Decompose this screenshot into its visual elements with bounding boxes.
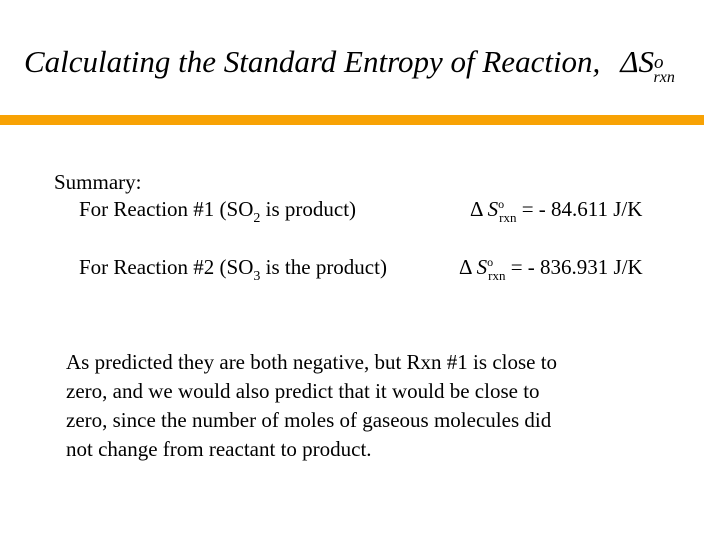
paragraph-line: zero, and we would also predict that it would be close to xyxy=(66,379,540,403)
reaction-2-number: = - 836.931 J/K xyxy=(505,255,643,279)
delta-s-symbol: ΔS xyxy=(620,44,655,79)
paragraph-line: not change from reactant to product. xyxy=(66,437,372,461)
paragraph-line: As predicted they are both negative, but Rxn #1 is close to xyxy=(66,350,558,374)
reaction-2-suffix: is the product) xyxy=(260,255,387,279)
reaction-1-delta: Δ xyxy=(470,197,488,221)
reaction-1-s: S xyxy=(487,197,499,221)
reaction-1-rxn: rxn xyxy=(499,210,517,225)
slide-title-text: Calculating the Standard Entropy of Reaction, xyxy=(24,44,601,79)
rxn-subscript: rxn xyxy=(653,69,675,86)
slide-title xyxy=(24,44,675,86)
reaction-2-label xyxy=(79,255,387,284)
reaction-1-subscript: 2 xyxy=(253,211,261,226)
reaction-2-value xyxy=(459,255,643,283)
reaction-1-number: = - 84.611 J/K xyxy=(516,197,643,221)
reaction-2-delta: Δ xyxy=(459,255,477,279)
reaction-2-rxn: rxn xyxy=(488,268,506,283)
reaction-1-sup: o xyxy=(498,197,505,211)
reaction-2-prefix: For Reaction #2 (SO xyxy=(79,255,254,279)
reaction-2-subscript: 3 xyxy=(253,269,261,284)
reaction-2-sup: o xyxy=(487,255,494,269)
reaction-2-s: S xyxy=(476,255,488,279)
conclusion-paragraph xyxy=(66,348,666,464)
reaction-1-prefix: For Reaction #1 (SO xyxy=(79,197,254,221)
reaction-1-label xyxy=(79,197,357,226)
paragraph-line: zero, since the number of moles of gaseous molecules did xyxy=(66,408,552,432)
summary-label: Summary: xyxy=(54,170,142,194)
reaction-1-value xyxy=(470,197,643,225)
title-divider-bar xyxy=(0,115,704,125)
standard-state-superscript: o xyxy=(654,52,664,73)
reaction-1-suffix: is product) xyxy=(260,197,357,221)
